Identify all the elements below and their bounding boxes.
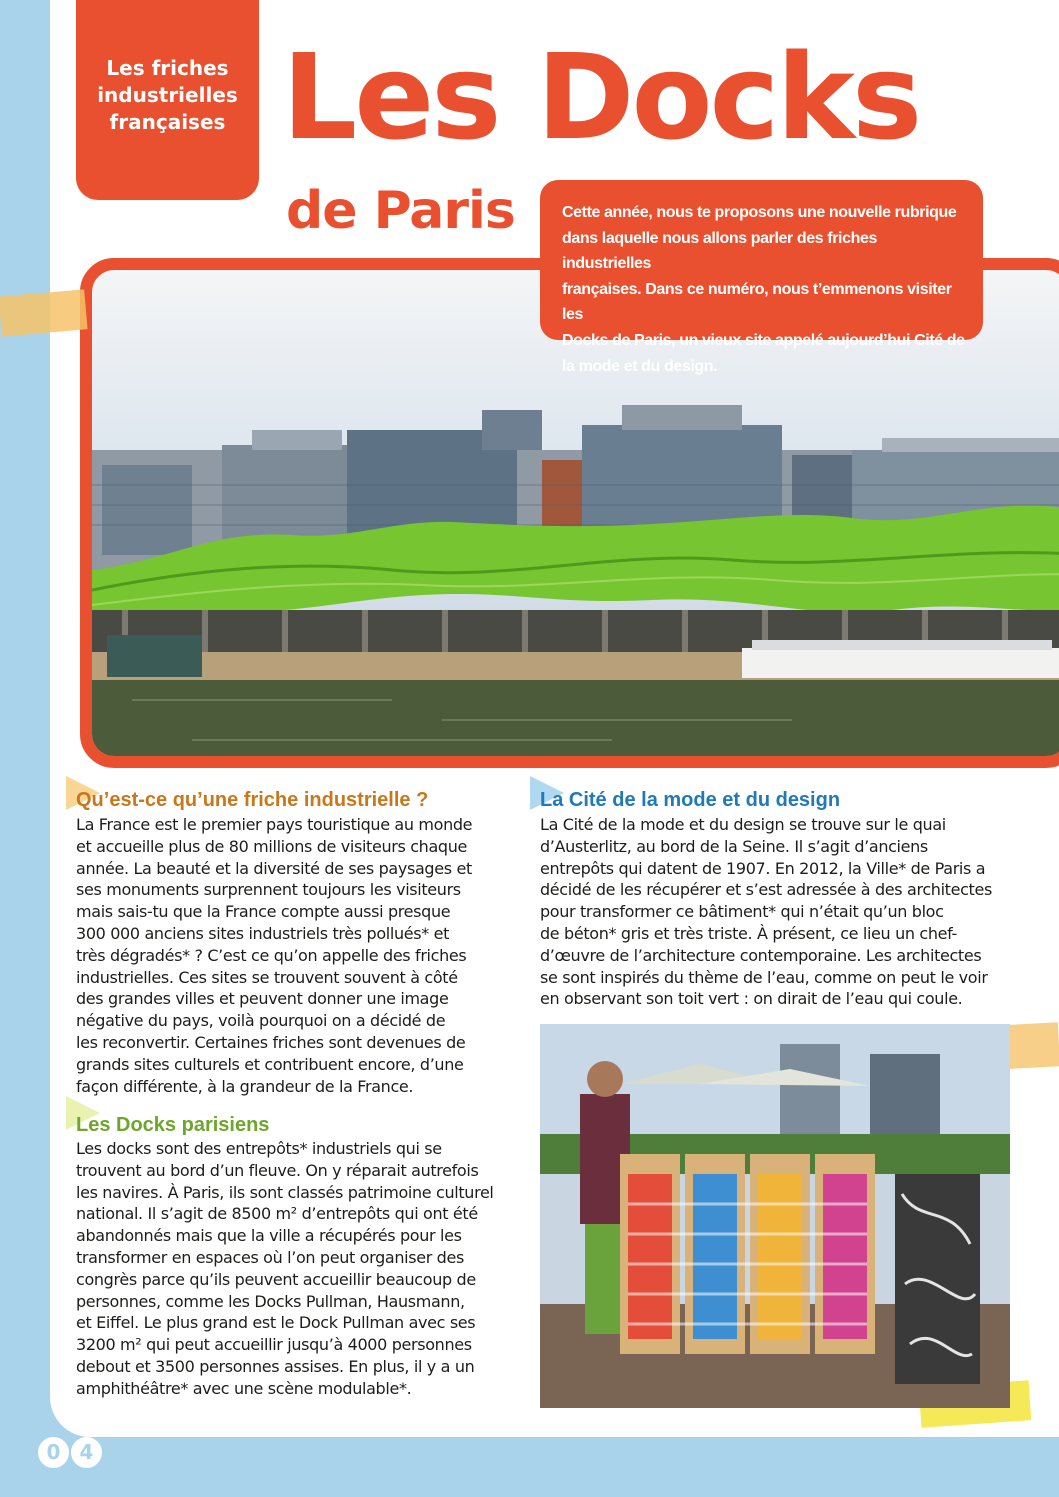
text-line: congrès parce qu’ils peuvent accueillir beaucoup de xyxy=(76,1269,476,1289)
text-line: 300 000 anciens sites industriels très pollués* et xyxy=(76,923,450,943)
text-line: d’œuvre de l’architecture contemporaine. Les architectes xyxy=(540,945,982,965)
section-body-friche xyxy=(76,814,472,1097)
text-line: 3200 m² qui peut accueillir jusqu’à 4000 personnes xyxy=(76,1335,472,1355)
ribbon-line: Les friches xyxy=(106,56,229,80)
text-line: de béton* gris et très triste. À présent, ce lieu un chef- xyxy=(540,923,957,943)
tour-boat-deck xyxy=(752,640,1052,650)
intro-box xyxy=(540,180,983,375)
text-line: d’Austerlitz, au bord de la Seine. Il s’agit d’anciens xyxy=(540,836,928,856)
building xyxy=(622,405,742,430)
building xyxy=(252,430,342,450)
intro-line: dans laquelle nous allons parler des friches industrielles xyxy=(562,229,877,273)
text-line: ses monuments surprennent toujours les visiteurs xyxy=(76,880,461,900)
graffiti-board xyxy=(895,1174,980,1384)
text-line: mais sais-tu que la France compte aussi presque xyxy=(76,902,451,922)
vendor-head xyxy=(587,1061,623,1097)
vendor-trousers xyxy=(585,1224,625,1334)
page-title: Les Docks xyxy=(282,28,920,166)
text-line: industrielles. Ces sites se trouvent souvent à côté xyxy=(76,967,458,987)
section-title-docks: Les Docks parisiens xyxy=(76,1114,270,1136)
decorative-tape xyxy=(0,289,88,336)
page-subtitle: de Paris xyxy=(286,181,515,241)
tour-boat xyxy=(742,648,1059,678)
text-line: décidé de les récupérer et s’est adressée à des architectes xyxy=(540,880,992,900)
text-line: et accueille plus de 80 millions de visiteurs chaque xyxy=(76,836,467,856)
section-body-docks xyxy=(76,1138,494,1400)
text-line: abandonnés mais que la ville a récupérés pour les xyxy=(76,1226,462,1246)
text-line: négative du pays, voilà pourquoi on a décidé de xyxy=(76,1011,446,1031)
market-illustration xyxy=(540,1024,1010,1408)
text-line: les navires. À Paris, ils sont classés patrimoine culturel xyxy=(76,1182,494,1202)
page-number-digit: 0 xyxy=(38,1437,69,1468)
intro-line: Cette année, nous te proposons une nouvelle rubrique xyxy=(562,204,957,221)
text-line: très dégradés* ? C’est ce qu’on appelle des friches xyxy=(76,945,467,965)
ribbon-line: françaises xyxy=(109,110,226,134)
boat-left xyxy=(107,635,202,677)
section-title-cite: La Cité de la mode et du design xyxy=(540,789,841,811)
text-line: pour transformer ce bâtiment* qui n’était qu’un bloc xyxy=(540,902,944,922)
text-line: debout et 3500 personnes assises. En plus, il y a un xyxy=(76,1356,475,1376)
building xyxy=(102,465,192,555)
page-number-digit: 4 xyxy=(71,1437,102,1468)
intro-line: la mode et du design. xyxy=(562,357,718,375)
text-line: entrepôts qui datent de 1907. En 2012, la Ville* de Paris a xyxy=(540,858,986,878)
ribbon-line: industrielles xyxy=(97,83,238,107)
text-line: La France est le premier pays touristique au monde xyxy=(76,815,473,834)
market-stalls-photo xyxy=(540,1024,1010,1408)
text-line: transformer en espaces où l’on peut organiser des xyxy=(76,1247,464,1267)
intro-line: Docks de Paris, un vieux site appelé aujourd’hui Cité de xyxy=(562,331,965,349)
rubric-ribbon xyxy=(76,0,259,200)
text-line: national. Il s’agit de 8500 m² d’entrepôts qui ont été xyxy=(76,1204,478,1224)
text-line: et Eiffel. Le plus grand est le Dock Pullman avec ses xyxy=(76,1313,476,1333)
text-line: les reconvertir. Certaines friches sont devenues de xyxy=(76,1032,466,1052)
river-seine xyxy=(92,680,1059,768)
building xyxy=(882,438,1059,452)
building xyxy=(482,410,542,450)
text-line: Les docks sont des entrepôts* industriels qui se xyxy=(76,1139,442,1158)
text-line: se sont inspirés du thème de l’eau, comme on peut le voir xyxy=(540,967,988,987)
text-line: amphithéâtre* avec une scène modulable*. xyxy=(76,1378,412,1398)
intro-line: françaises. Dans ce numéro, nous t’emmenons visiter les xyxy=(562,280,952,324)
text-line: personnes, comme les Docks Pullman, Hausmann, xyxy=(76,1291,465,1311)
section-body-cite xyxy=(540,814,992,1010)
text-line: en observant son toit vert : on dirait de l’eau qui coule. xyxy=(540,989,963,1009)
section-title-friche: Qu’est-ce qu’une friche industrielle ? xyxy=(76,789,429,811)
text-line: trouvent au bord d’un fleuve. On y réparait autrefois xyxy=(76,1160,479,1180)
page-number xyxy=(38,1437,102,1467)
text-line: grands sites culturels et contribuent encore, d’une xyxy=(76,1054,464,1074)
text-line: des grandes villes et peuvent donner une image xyxy=(76,989,449,1009)
text-line: façon différente, à la grandeur de la France. xyxy=(76,1076,414,1096)
text-line: La Cité de la mode et du design se trouve sur le quai xyxy=(540,815,946,834)
text-line: année. La beauté et la diversité de ses paysages et xyxy=(76,858,472,878)
